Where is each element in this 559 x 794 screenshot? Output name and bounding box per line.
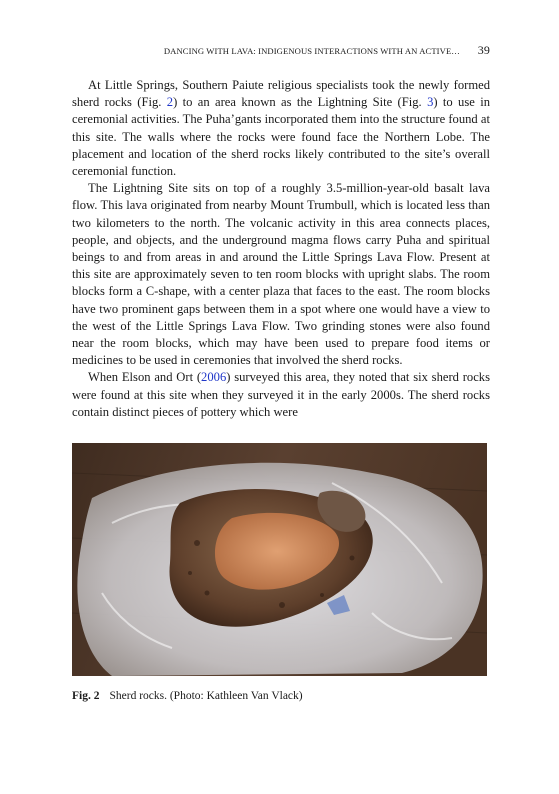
paragraph-2: The Lightning Site sits on top of a roughly 3.5-million-year-old basalt lava flow. This lava originated from nearby Mount Trumbull, which is located less than two kilometers to the north. The volcanic activity in this area connects places, people, and objects, and the underground magma flows carry Puha and spiritual beings to and from areas in and around the Little Springs Lava Flow. Present at this site are approximately seven to ten room blocks with upright slabs. The room blocks form a C-shape, with a center plaza that faces to the east. The room blocks have two prominent gaps between them in a spot where one would have a view to the west of the Little Springs Lava Flow. Two grinding stones were also found near the room blocks, which may have been used to prepare food items or medicines to be used in ceremonies that involved the sherd rocks. bbox=[72, 181, 490, 368]
running-title: DANCING WITH LAVA: INDIGENOUS INTERACTIONS WITH AN ACTIVE… bbox=[163, 46, 460, 56]
caption-text: Sherd rocks. (Photo: Kathleen Van Vlack) bbox=[109, 690, 303, 702]
page-number: 39 bbox=[477, 43, 490, 57]
body-text bbox=[72, 77, 490, 421]
figure-label: Fig. 2 bbox=[72, 690, 100, 702]
sherd-rocks-photo bbox=[72, 443, 487, 676]
paragraph-3: When Elson and Ort (2006) surveyed this area, they noted that six sherd rocks were found at this site when they surveyed it in the early 2000s. The sherd rocks contain distinct pieces of pottery which were bbox=[72, 370, 491, 419]
citation-2006-link[interactable]: 2006 bbox=[201, 370, 227, 385]
figure-caption bbox=[72, 690, 303, 702]
figure-2-link[interactable]: 2 bbox=[166, 95, 174, 110]
photo-illustration bbox=[72, 443, 487, 676]
paragraph-1: At Little Springs, Southern Paiute religious specialists took the newly formed sherd rocks (Fig. 2) to an area known as the Lightning Site (Fig. 3) to use in ceremonial activities. The Puha’gants incorporated them into the structure found at this site. The walls where the rocks were found face the Northern Lobe. The placement and location of the sherd rocks likely contributed to the site’s overall ceremonial function. bbox=[72, 78, 491, 179]
running-header bbox=[72, 44, 490, 60]
figure-3-link[interactable]: 3 bbox=[427, 95, 434, 110]
